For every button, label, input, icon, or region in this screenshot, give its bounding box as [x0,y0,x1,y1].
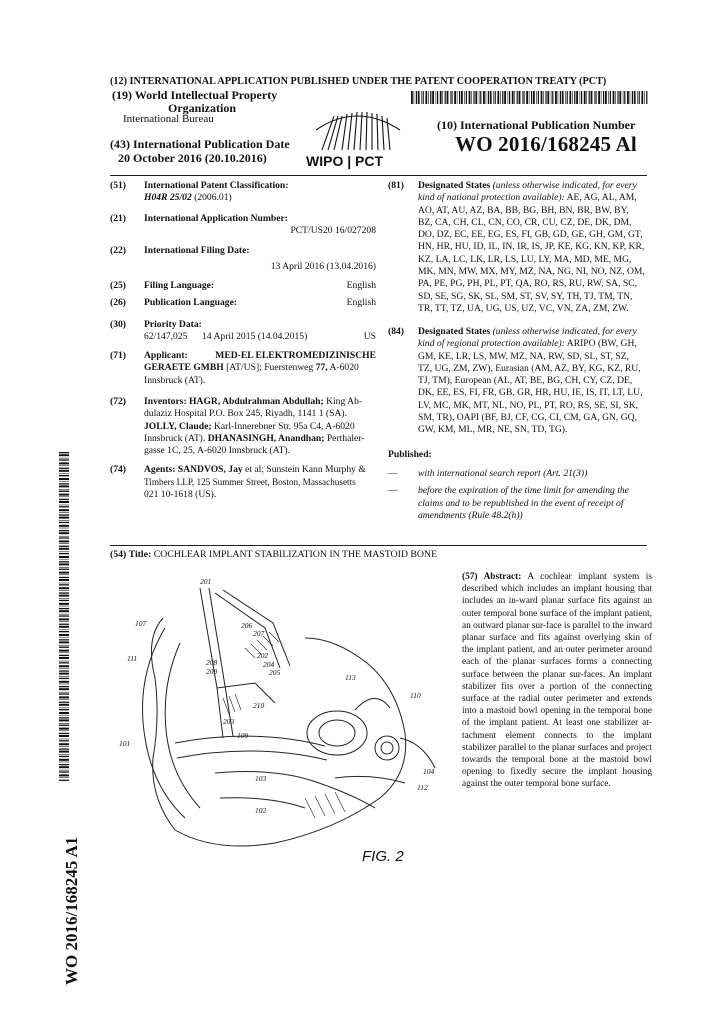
abstract: (57) Abstract: A cochlear implant system is described which includes an implant housing that includes an in-ward planar surface fits against an outer temporal bone surface of the implant patient, an outward planar sur-face is parallel to the inward planar surface and fits against overlying skin of the implant patient, and an outer perimeter around each of the planar surfaces forms a connecting surface between the planar sur-faces. An implant stabilizer fits over a portion of the connecting surface at the radial outer perimeter and extends into a mastoid bowl opening in the temporal bone of the implant patient. At least one stabilizer at-tachment element connects to the implant stabilizer parallel to the planar surfaces and project towards the temporal bone at the mastoid bowl opening to fixedly secure the implant housing against the outer temporal bone surface. [462,572,652,790]
figure-ref-102: 102 [255,806,267,815]
pub-number-label: (10) International Publication Number [437,118,636,132]
figure-drawing [105,568,460,868]
side-publication-number: WO 2016/168245 A1 [62,836,81,985]
pub-date-label: (43) International Publication Date [110,137,290,151]
figure-ref-207: 207 [253,629,265,638]
figure-ref-101: 101 [119,739,131,748]
figure-ref-208: 208 [206,658,218,667]
bureau-name: International Bureau [123,113,214,125]
pub-date: 20 October 2016 (20.10.2016) [118,151,267,165]
figure-ref-113: 113 [345,673,356,682]
figure-ref-202: 202 [257,651,269,660]
figure-ref-204: 204 [263,660,275,669]
figure-ref-201: 201 [200,577,212,586]
figure-ref-104: 104 [423,767,435,776]
figure-ref-112: 112 [417,783,428,792]
figure-ref-107: 107 [135,619,147,628]
treaty-heading: (12) INTERNATIONAL APPLICATION PUBLISHED UNDER THE PATENT COOPERATION TREATY (PCT) [110,76,607,87]
pub-number: WO 2016/168245 Al [455,132,637,156]
side-barcode-icon [59,452,69,782]
figure-ref-206: 206 [241,621,253,630]
office-name-line1: (19) World Intellectual Property [112,88,278,102]
logo-text: WIPO | PCT [306,153,384,169]
divider [110,175,647,176]
wipo-logo-icon [302,100,412,172]
figure-ref-111: 111 [127,654,138,663]
published-section: Published: — with international search report (Art. 21(3)) — before the expiration of the time limit for amending the claims and to be republished in the event of receipt of amendments (Rule 48.2(h)) [388,449,629,521]
figure-label: FIG. 2 [362,848,404,865]
figure-ref-109: 109 [237,731,249,740]
figure-ref-209: 209 [206,667,218,676]
figure-ref-103: 103 [255,774,267,783]
figure-ref-205: 205 [269,668,281,677]
barcode-icon [411,91,649,104]
office-name [112,89,312,115]
office-name-line2: Organization [168,101,236,115]
figure-ref-203: 203 [223,717,235,726]
invention-title: (54) Title: COCHLEAR IMPLANT STABILIZATION IN THE MASTOID BONE [110,549,438,560]
right-biblio-column: (81) Designated States (unless otherwise indicated, for every kind of national protection available): AE, AG, AL, AM, AO, AT, AU, AZ, BA, BB, BG, BH, BN, BR, BW, BY, BZ, CA, CH, CL, CN, CO, CR, CU, CZ, DE, DK, DM, DO, DZ, EC, EE, EG, ES, FI, GB, GD, GE, GH, GM, GT, HN, HR, HU, ID, IL, IN, IR, IS, JP, KE, KG, KN, KP, KR, KZ, LA, LC, LK, LR, LS, LU, LY, MA, MD, ME, MG, MK, MN, MW, MX, MY, MZ, NA, NG, NI, NO, NZ, OM, PA, PE, PG, PH, PL, PT, QA, RO, RS, RU, RW, SA, SC, SD, SE, SG, SK, SL, SM, ST, SV, SY, TH, TJ, TM, TN, TR, TT, TZ, UA, UG, US, UZ, VC, VN, ZA, ZM, ZW. (84) Designated States (unless otherwise indicated, for every kind of regional protection available): ARIPO (BW, GH, GM, KE, LR, LS, MW, MZ, NA, RW, SD, SL, ST, SZ, TZ, UG, ZM, ZW), Eurasian (AM, AZ, BY, KG, KZ, RU, TJ, TM), European (AL, AT, BE, BG, CH, CY, CZ, DE, DK, EE, ES, FI, FR, GB, GR, HR, HU, IE, IS, IT, LT, LU, LV, MC, MK, MT, NL, NO, PL, PT, RO, RS, SE, SI, SK, SM, TR), OAPI (BF, BJ, CF, CG, CI, CM, GA, GN, GQ, GW, KM, ML, MR, NE, SN, TD, TG). Published: — with international search report (Art. 21(3)) — before the expiration of the time limit for amending the claims and to be republished in the event of receipt of amendments (Rule 48.2(h)) [388,180,650,540]
figure-ref-110: 110 [410,691,421,700]
left-biblio-column: (51) International Patent Classification: H04R 25/02 (2006.01) (21) International Application Number: PCT/US20 16/027208 (22) International Filing Date: 13 April 2016 (13.04.2016) (25) Filing Language: English (26) Publication Language: English (30) Priority Data: 62/147,025 14 April 2015 (14.04.2015) US (71) Applicant: MED-EL ELEKTROMEDIZINISCHE GERAETE GMBH [AT/US]; Fuerstenweg 77, A-6020 Innsbruck (AT). (72) Inventors: HAGR, Abdulrahman Abdullah; King Ab- dulaziz Hospital P.O. Box 245, Riyadh, 1141 1 (SA). JOLLY, Claude; Karl-Innerebner Str. 95a C4, A-6020 Innsbruck (AT). DHANASINGH, Anandhan; Perthaler- gasse 1C, 25, A-6020 Innsbruck (AT). (74) Agents: SANDVOS, Jay et al; Sunstein Kann Murphy & Timbers LLP, 125 Summer Street, Boston, Massachusetts 021 10-1618 (US). [110,180,376,500]
divider [110,545,647,546]
figure-ref-210: 210 [253,701,265,710]
